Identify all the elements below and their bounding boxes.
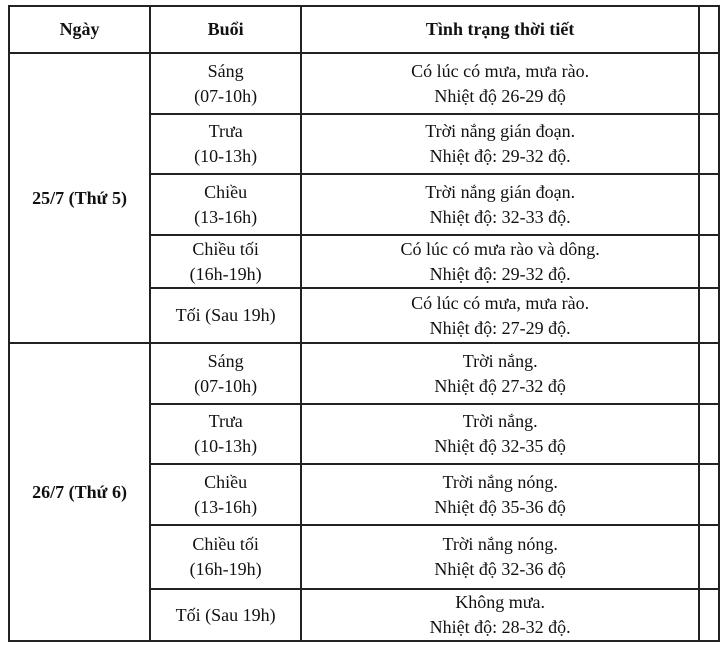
weather-cell: [301, 525, 699, 589]
session-text: Sáng: [207, 350, 244, 371]
weather-cell: [301, 404, 699, 464]
weather-text: Trời nắng gián đoạn.: [425, 181, 576, 202]
extra-cell: [699, 235, 719, 288]
weather-text: Nhiệt độ: 27-29 độ.: [429, 317, 571, 338]
table-row: [9, 343, 719, 404]
weather-text: Có lúc có mưa, mưa rào.: [411, 292, 590, 313]
weather-text: Nhiệt độ: 28-32 độ.: [429, 617, 571, 637]
extra-cell: [699, 464, 719, 525]
weather-text: Trời nắng.: [462, 411, 538, 431]
weather-forecast-table: [8, 5, 720, 642]
weather-cell: [301, 235, 699, 288]
day-cell: 26/7 (Thứ 6): [9, 343, 150, 641]
session-text: Chiều tối: [192, 534, 259, 554]
session-text: Chiều: [204, 471, 248, 492]
weather-text: Có lúc có mưa rào và dông.: [400, 238, 600, 259]
weather-text: Nhiệt độ 35-36 độ: [434, 496, 566, 517]
extra-cell: [699, 174, 719, 235]
header-session: Buổi: [150, 6, 301, 53]
weather-text: Trời nắng nóng.: [442, 534, 558, 554]
weather-text: Có lúc có mưa, mưa rào.: [411, 60, 590, 81]
session-text: Trưa: [208, 411, 243, 431]
weather-text: Không mưa.: [455, 592, 546, 612]
session-cell: [150, 343, 301, 404]
extra-cell: [699, 343, 719, 404]
session-cell: [150, 53, 301, 114]
session-text: Tối (Sau 19h): [175, 305, 276, 325]
session-cell: [150, 174, 301, 235]
session-cell: [150, 589, 301, 641]
session-text: (07-10h): [194, 375, 258, 396]
weather-cell: [301, 343, 699, 404]
weather-text: Nhiệt độ 27-32 độ: [434, 375, 566, 396]
session-text: (13-16h): [194, 206, 258, 227]
weather-text: Nhiệt độ 32-36 độ: [434, 559, 566, 579]
session-text: Sáng: [207, 60, 244, 81]
session-text: (10-13h): [194, 436, 258, 456]
weather-text: Nhiệt độ: 29-32 độ.: [429, 146, 571, 166]
weather-cell: [301, 53, 699, 114]
session-text: (07-10h): [194, 85, 258, 106]
weather-text: Nhiệt độ 32-35 độ: [434, 436, 566, 456]
extra-cell: [699, 53, 719, 114]
session-cell: [150, 525, 301, 589]
session-cell: [150, 288, 301, 343]
extra-cell: [699, 525, 719, 589]
session-cell: [150, 114, 301, 174]
header-row: [9, 6, 719, 53]
weather-cell: [301, 114, 699, 174]
session-text: (10-13h): [194, 146, 258, 166]
weather-text: Nhiệt độ: 29-32 độ.: [429, 263, 571, 284]
session-cell: [150, 464, 301, 525]
weather-cell: [301, 288, 699, 343]
weather-cell: [301, 174, 699, 235]
session-text: Tối (Sau 19h): [175, 604, 276, 625]
session-text: (16h-19h): [189, 263, 262, 284]
extra-cell: [699, 114, 719, 174]
session-text: Chiều tối: [192, 238, 259, 259]
header-day: Ngày: [9, 6, 150, 53]
weather-text: Trời nắng nóng.: [442, 471, 558, 492]
session-text: Chiều: [204, 181, 248, 202]
weather-text: Nhiệt độ: 32-33 độ.: [429, 206, 571, 227]
session-text: (16h-19h): [189, 559, 262, 579]
weather-cell: [301, 589, 699, 641]
weather-cell: [301, 464, 699, 525]
header-weather: Tình trạng thời tiết: [301, 6, 699, 53]
extra-cell: [699, 288, 719, 343]
day-cell: 25/7 (Thứ 5): [9, 53, 150, 343]
session-text: (13-16h): [194, 496, 258, 517]
weather-text: Nhiệt độ 26-29 độ: [434, 85, 566, 106]
weather-text: Trời nắng gián đoạn.: [425, 121, 576, 141]
session-cell: [150, 235, 301, 288]
table-row: [9, 53, 719, 114]
extra-cell: [699, 589, 719, 641]
weather-text: Trời nắng.: [462, 350, 538, 371]
extra-cell: [699, 404, 719, 464]
header-extra: [699, 6, 719, 53]
session-text: Trưa: [208, 121, 243, 141]
session-cell: [150, 404, 301, 464]
